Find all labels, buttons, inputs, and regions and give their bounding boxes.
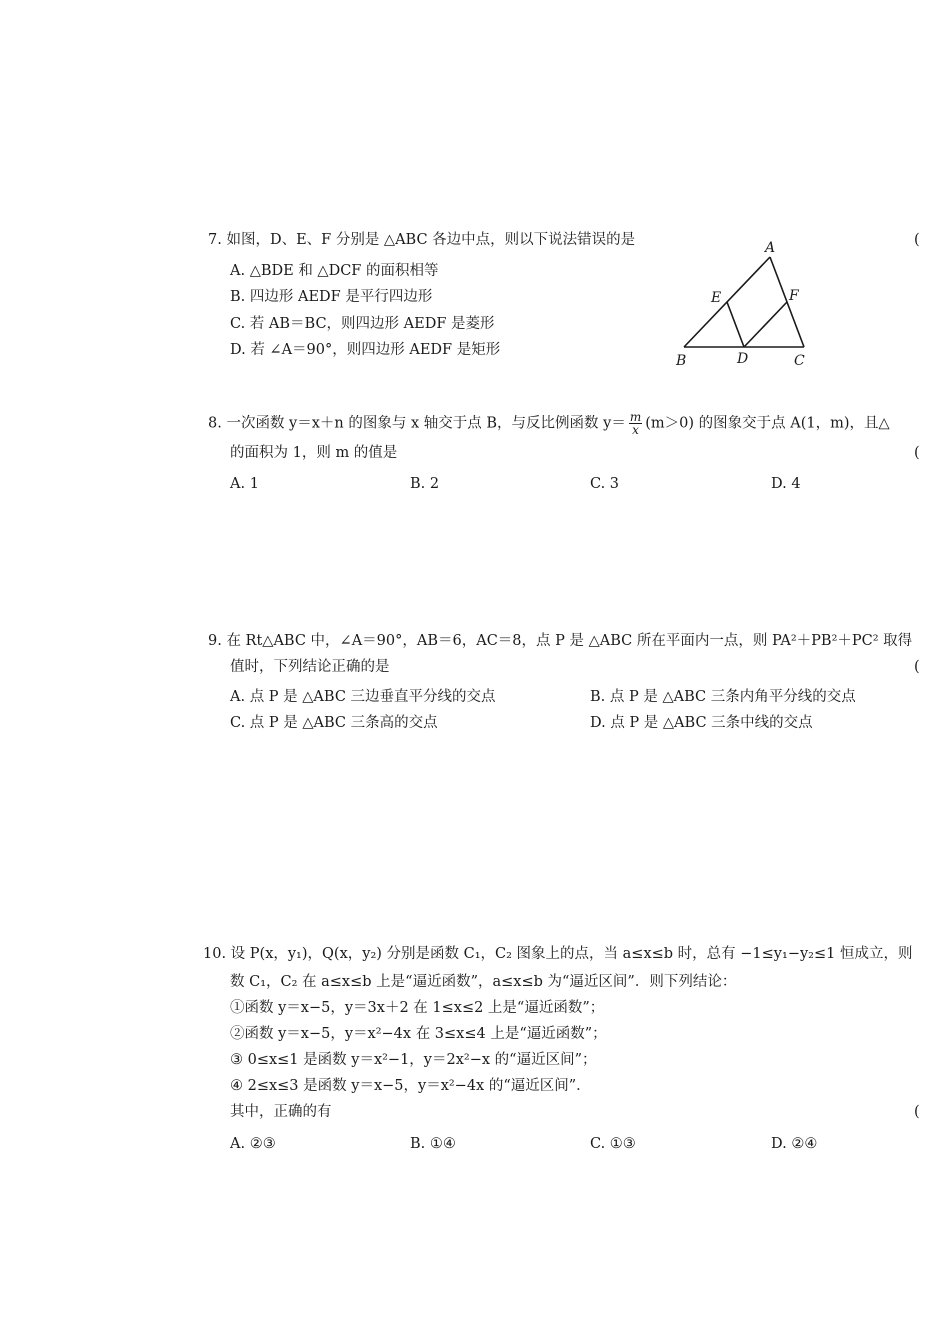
vertex-label-c: C bbox=[794, 353, 805, 369]
q8-stem-part2: (m＞0) 的图象交于点 A(1，m)，且△ bbox=[645, 415, 890, 432]
q10-option-a: A. ②③ bbox=[230, 1136, 276, 1152]
midpoint-label-f: F bbox=[789, 288, 799, 304]
q10-stem-line2: 数 C₁，C₂ 在 a≤x≤b 上是“逼近函数”，a≤x≤b 为“逼近区间”．则下列结论： bbox=[230, 974, 737, 990]
vertex-label-b: B bbox=[676, 353, 687, 369]
midpoint-label-d: D bbox=[737, 351, 749, 367]
q7-option-d: D. 若 ∠A＝90°，则四边形 AEDF 是矩形 bbox=[230, 342, 501, 358]
q8-answer-paren: ( bbox=[914, 445, 920, 461]
q8-stem-part1: 8. 一次函数 y＝x＋n 的图象与 x 轴交于点 B，与反比例函数 y＝ bbox=[208, 415, 626, 432]
midpoint-label-e: E bbox=[711, 290, 722, 306]
q8-fraction-denominator: x bbox=[632, 423, 639, 437]
q10-statement-3: ③ 0≤x≤1 是函数 y＝x²−1，y＝2x²−x 的“逼近区间”； bbox=[230, 1052, 597, 1068]
q9-option-c: C. 点 P 是 △ABC 三条高的交点 bbox=[230, 715, 438, 731]
q8-stem-line2: 的面积为 1，则 m 的值是 bbox=[230, 445, 398, 461]
q8-fraction bbox=[629, 411, 642, 436]
q8-option-b: B. 2 bbox=[410, 476, 440, 492]
q8-stem-line1 bbox=[208, 411, 890, 436]
q8-option-a: A. 1 bbox=[230, 476, 259, 492]
q9-option-d: D. 点 P 是 △ABC 三条中线的交点 bbox=[590, 715, 813, 731]
q9-answer-paren: ( bbox=[914, 659, 920, 675]
q7-answer-paren: ( bbox=[914, 232, 920, 248]
q10-statement-1: ①函数 y＝x−5，y＝3x＋2 在 1≤x≤2 上是“逼近函数”； bbox=[230, 1000, 605, 1016]
q10-option-b: B. ①④ bbox=[410, 1136, 456, 1152]
q8-option-c: C. 3 bbox=[590, 476, 620, 492]
q7-triangle-figure bbox=[670, 232, 820, 372]
q10-option-d: D. ②④ bbox=[771, 1136, 818, 1152]
segment-df bbox=[744, 302, 787, 347]
vertex-label-a: A bbox=[765, 240, 776, 256]
segment-ed bbox=[727, 302, 744, 347]
q7-option-a: A. △BDE 和 △DCF 的面积相等 bbox=[230, 263, 439, 279]
q7-stem: 7. 如图，D、E、F 分别是 △ABC 各边中点，则以下说法错误的是 bbox=[208, 232, 636, 248]
q10-tail: 其中，正确的有 bbox=[230, 1104, 332, 1120]
q9-stem-line2: 值时，下列结论正确的是 bbox=[230, 659, 390, 675]
q10-answer-paren: ( bbox=[914, 1104, 920, 1120]
q10-statement-2: ②函数 y＝x−5，y＝x²−4x 在 3≤x≤4 上是“逼近函数”； bbox=[230, 1026, 607, 1042]
q7-option-b: B. 四边形 AEDF 是平行四边形 bbox=[230, 289, 433, 305]
q9-stem-line1: 9. 在 Rt△ABC 中，∠A＝90°，AB＝6，AC＝8，点 P 是 △ABC 所在平面内一点，则 PA²＋PB²＋PC² 取得 bbox=[208, 633, 913, 649]
q10-statement-4: ④ 2≤x≤3 是函数 y＝x−5，y＝x²−4x 的“逼近区间”． bbox=[230, 1078, 591, 1094]
q10-option-c: C. ①③ bbox=[590, 1136, 636, 1152]
q7-option-c: C. 若 AB＝BC，则四边形 AEDF 是菱形 bbox=[230, 316, 495, 332]
q9-option-b: B. 点 P 是 △ABC 三条内角平分线的交点 bbox=[590, 689, 856, 705]
q9-option-a: A. 点 P 是 △ABC 三边垂直平分线的交点 bbox=[230, 689, 496, 705]
q8-fraction-numerator: m bbox=[629, 410, 642, 424]
q10-stem-line1: 10. 设 P(x，y₁)，Q(x，y₂) 分别是函数 C₁，C₂ 图象上的点，当 a≤x≤b 时，总有 −1≤y₁−y₂≤1 恒成立，则 bbox=[203, 946, 913, 962]
q8-option-d: D. 4 bbox=[771, 476, 801, 492]
